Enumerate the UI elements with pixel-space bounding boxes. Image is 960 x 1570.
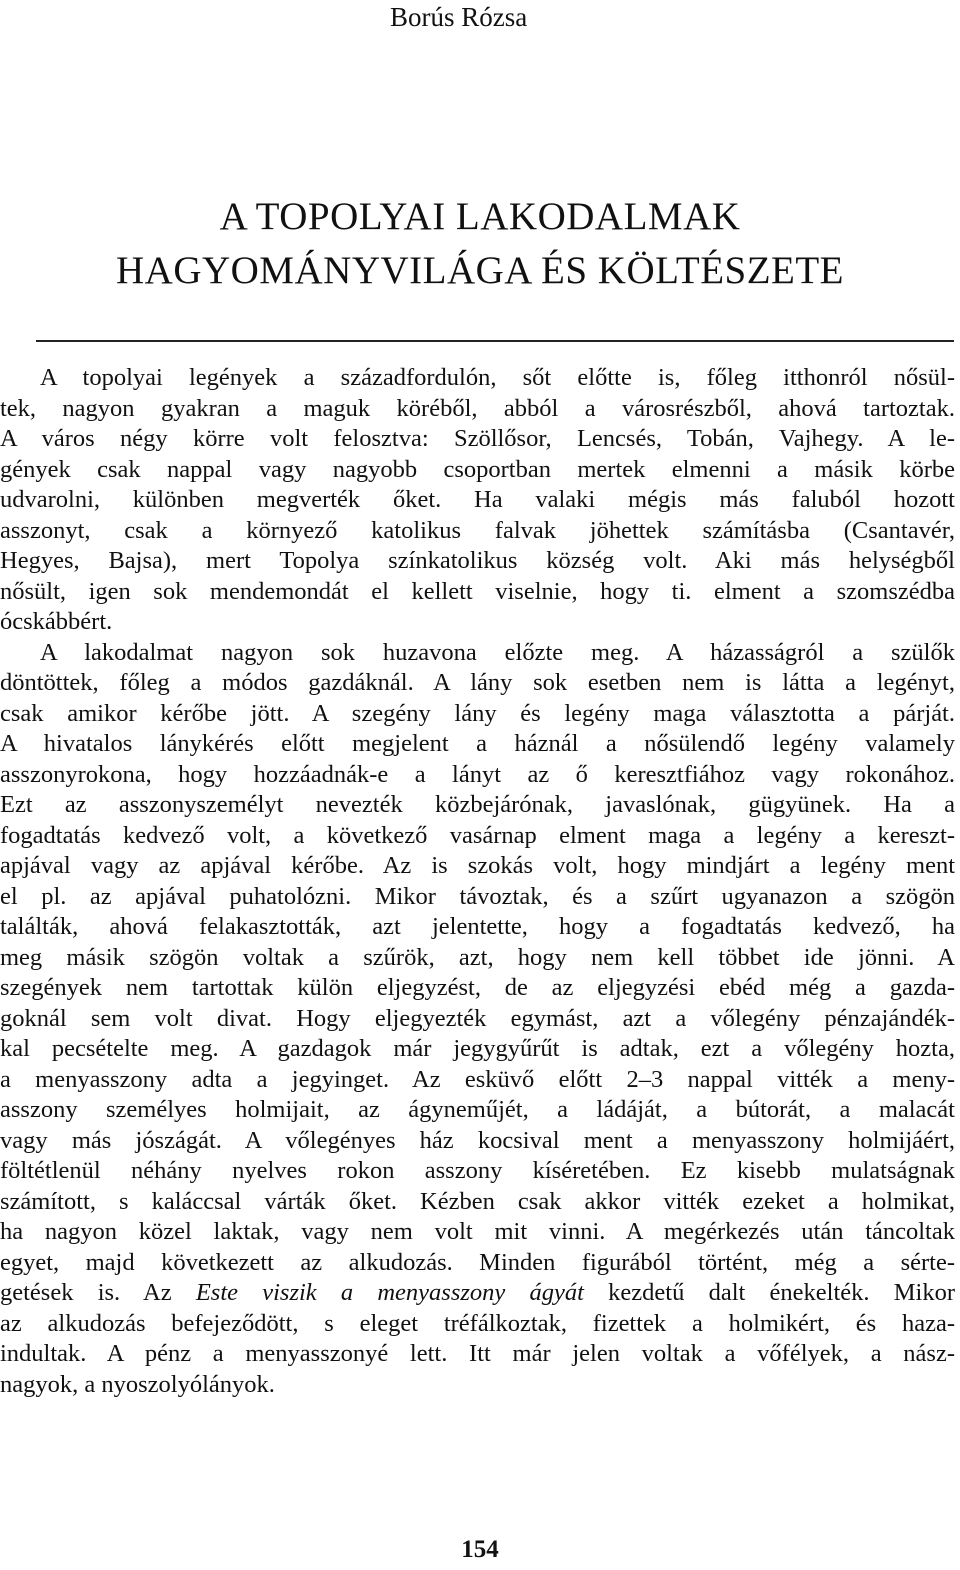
text-line: indultak. A pénz a menyasszonyé lett. Itt már jelen voltak a vőfélyek, a nász-	[0, 1340, 955, 1367]
text-line: asszony személyes holmijait, az ágyneműjét, a ládáját, a bútorát, a malacát	[0, 1096, 955, 1123]
title-divider	[36, 340, 954, 342]
text-line: apjával vagy az apjával kérőbe. Az is szokás volt, hogy mindjárt a legény ment	[0, 852, 955, 879]
text-line: goknál sem volt divat. Hogy eljegyezték egymást, azt a vőlegény pénzajándék-	[0, 1004, 955, 1032]
text-line: szegények nem tartottak külön eljegyzést, de az eljegyzési ebéd még a gazda-	[0, 974, 955, 1001]
chapter-title-line-1: A TOPOLYAI LAKODALMAK	[219, 195, 741, 238]
text-line: A város négy körre volt felosztva: Szöllősor, Lencsés, Tobán, Vajhegy. A le-	[0, 425, 955, 452]
text-line: nősült, igen sok mendemondát el kellett viselnie, hogy ti. elment a szomszédba	[0, 577, 955, 605]
text-line: egyet, majd következett az alkudozás. Minden figurából történt, még a sérte-	[0, 1248, 955, 1276]
text-line: A hivatalos lánykérés előtt megjelent a háznál a nősülendő legény valamely	[0, 730, 955, 757]
text-line: el pl. az apjával puhatolózni. Mikor távoztak, és a szűrt ugyanazon a szögön	[0, 882, 955, 910]
text-line: Ezt az asszonyszemélyt nevezték közbejárónak, javaslónak, gügyünek. Ha a	[0, 791, 955, 818]
running-header-author: Borús Rózsa	[390, 2, 528, 32]
text-line: nagyok, a nyoszolyólányok.	[0, 1370, 275, 1398]
text-line: ócskábbért.	[0, 608, 113, 635]
text-line: udvarolni, különben megverték őket. Ha valaki mégis más faluból hozott	[0, 486, 955, 513]
text-line: az alkudozás befejeződött, s eleget tréfálkoztak, fizettek a holmikért, és haza-	[0, 1309, 955, 1337]
text-line: Hegyes, Bajsa), mert Topolya színkatolikus község volt. Aki más helységből	[0, 547, 955, 574]
text-line: vagy más jószágát. A vőlegényes ház kocsival ment a menyasszony holmijáért,	[0, 1126, 955, 1154]
text-line: asszonyrokona, hogy hozzáadnák-e a lányt az ő keresztfiához vagy rokonához.	[0, 760, 955, 788]
text-line: tek, nagyon gyakran a maguk köréből, abból a városrészből, ahová tartoztak.	[0, 394, 955, 422]
text-line: számított, s kaláccsal várták őket. Kézben csak akkor vitték ezeket a holmikat,	[0, 1187, 955, 1215]
chapter-title-line-2: HAGYOMÁNYVILÁGA ÉS KÖLTÉSZETE	[115, 249, 845, 292]
text-line: csak amikor kérőbe jött. A szegény lány és legény maga választotta a párját.	[0, 699, 955, 727]
text-line: döntöttek, főleg a módos gazdáknál. A lány sok esetben nem is látta a legényt,	[0, 669, 955, 696]
text-line: fogadtatás kedvező volt, a következő vasárnap elment maga a legény a kereszt-	[0, 821, 955, 849]
page-number: 154	[461, 1536, 499, 1563]
text-line: föltétlenül néhány nyelves rokon asszony kíséretében. Ez kisebb mulatságnak	[0, 1157, 955, 1184]
text-line: meg másik szögön voltak a szűrök, azt, hogy nem kell többet ide jönni. A	[0, 943, 955, 971]
text-line: találták, ahová felakasztották, azt jelentette, hogy a fogadtatás kedvező, ha	[0, 913, 955, 940]
text-line: a menyasszony adta a jegyinget. Az esküvő előtt 2–3 nappal vitték a meny-	[0, 1065, 955, 1093]
text-line: A lakodalmat nagyon sok huzavona előzte meg. A házasságról a szülők	[40, 638, 955, 666]
text-line: gények csak nappal vagy nagyobb csoportban mertek elmenni a másik körbe	[0, 455, 955, 483]
text-line: A topolyai legények a századfordulón, sőt előtte is, főleg itthonról nősül-	[40, 364, 955, 391]
text-line: ha nagyon közel laktak, vagy nem volt mit vinni. A megérkezés után táncoltak	[0, 1218, 955, 1245]
text-line: asszonyt, csak a környező katolikus falvak jöhettek számításba (Csantavér,	[0, 516, 955, 544]
text-line: getések is. Az Este viszik a menyasszony ágyát kezdetű dalt énekelték. Mikor	[0, 1279, 956, 1306]
text-line: kal pecsételte meg. A gazdagok már jegygyűrűt is adtak, ezt a vőlegény hozta,	[0, 1035, 955, 1062]
song-title: Este viszik a menyasszony ágyát	[195, 1279, 584, 1306]
